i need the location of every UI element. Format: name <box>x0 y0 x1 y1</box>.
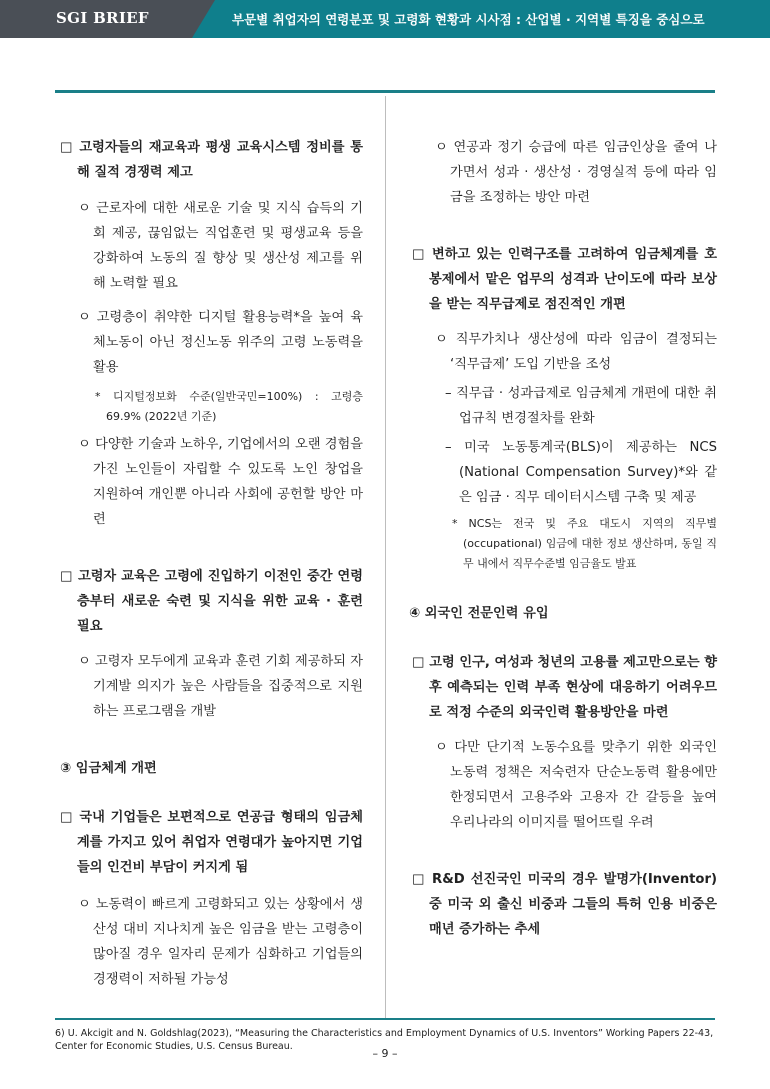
bullet-midage-education: □ 고령자 교육은 고령에 진입하기 이전인 중간 연령층부터 새로운 숙련 및 지식을 위한 교육 · 훈련 필요 <box>60 569 363 634</box>
bullet-seniority-wage: □ 국내 기업들은 보편적으로 연공급 형태의 임금체계를 가지고 있어 취업자 연령대가 높아지면 기업들의 인건비 부담이 커지게 됨 <box>60 810 363 875</box>
dash-rules: – 직무급 · 성과급제로 임금체계 개편에 대한 취업규칙 변경절차를 완화 <box>445 386 717 426</box>
bullet-inventors: □ R&D 선진국인 미국의 경우 발명가(Inventor) 중 미국 외 출신 비중과 그들의 특허 인용 비중은 매년 증가하는 추세 <box>412 872 717 937</box>
item-foreign-policy: ㅇ 다만 단기적 노동수요를 맞추기 위한 외국인 노동력 정책은 저숙련자 단순노동력 활용에만 한정되면서 고용주와 고용자 간 갈등을 높여 우리나라의 이미지를 떨어뜨릴 우려 <box>435 740 717 830</box>
item-program: ㅇ 고령자 모두에게 교육과 훈련 기회 제공하되 자기계발 의지가 높은 사람들을 집중적으로 지원하는 프로그램을 개발 <box>78 654 363 719</box>
right-column <box>409 135 717 942</box>
column-divider <box>385 96 386 1018</box>
page-header <box>0 0 770 38</box>
item-productivity: ㅇ 노동력이 빠르게 고령화되고 있는 상황에서 생산성 대비 지나치게 높은 임금을 받는 고령층이 많아질 경우 일자리 문제가 심화하고 기업들의 경쟁력이 저하될 가능성 <box>78 897 363 987</box>
item-wage-adjust: ㅇ 연공과 정기 승급에 따른 임금인상을 줄여 나가면서 성과 · 생산성 · 경영실적 등에 따라 임금을 조정하는 방안 마련 <box>435 140 717 205</box>
top-rule <box>55 90 715 93</box>
footnote: 6) U. Akcigit and N. Goldshlag(2023), “Measuring the Characteristics and Employment Dynamics of U.S. Inventors” Working Papers 22-43, Center for Economic Studies, U.S. Census Bureau. <box>55 1028 714 1052</box>
note-digital: * 디지털정보화 수준(일반국민=100%) : 고령층 69.9% (2022년 기준) <box>95 390 363 423</box>
item-training: ㅇ 근로자에 대한 새로운 기술 및 지식 습득의 기회 제공, 끊임없는 직업훈련 및 평생교육 등을 강화하여 노동의 질 향상 및 생산성 제고를 위해 노력할 필요 <box>78 201 363 291</box>
item-job-pay-base: ㅇ 직무가치나 생산성에 따라 임금이 결정되는 ‘직무급제’ 도입 기반을 조성 <box>435 332 717 372</box>
dash-ncs: – 미국 노동통계국(BLS)이 제공하는 NCS (National Compensation Survey)*와 같은 임금 · 직무 데이터시스템 구축 및 제공 <box>445 440 717 505</box>
note-ncs: * NCS는 전국 및 주요 대도시 지역의 직무별 (occupational) 임금에 대한 정보 생산하며, 동일 직무 내에서 직무수준별 임금율도 발표 <box>452 517 717 570</box>
item-digital: ㅇ 고령층이 취약한 디지털 활용능력*을 높여 육체노동이 아닌 정신노동 위주의 고령 노동력을 활용 <box>78 310 363 375</box>
header-title: 부문별 취업자의 연령분포 및 고령화 현황과 시사점 : 산업별 · 지역별 특징을 중심으로 <box>232 12 705 27</box>
brand-label: SGI BRIEF <box>56 9 149 27</box>
item-startup: ㅇ 다양한 기술과 노하우, 기업에서의 오랜 경험을 가진 노인들이 자립할 수 있도록 노인 창업을 지원하여 개인뿐 아니라 사회에 공헌할 방안 마련 <box>78 437 363 527</box>
bullet-job-based-pay: □ 변하고 있는 인력구조를 고려하여 임금체계를 호봉제에서 맡은 업무의 성격과 난이도에 따라 보상을 받는 직무급제로 점진적인 개편 <box>412 247 717 312</box>
bullet-reeducation: □ 고령자들의 재교육과 평생 교육시스템 정비를 통해 질적 경쟁력 제고 <box>60 140 363 180</box>
page-number: – 9 – <box>372 1047 398 1060</box>
bullet-foreign-workforce: □ 고령 인구, 여성과 청년의 고용률 제고만으로는 향후 예측되는 인력 부족 현상에 대응하기 어려우므로 적정 수준의 외국인력 활용방안을 마련 <box>412 655 717 720</box>
section-foreign-talent: ④ 외국인 전문인력 유입 <box>409 606 549 621</box>
section-wage-reform: ③ 임금체계 개편 <box>60 761 157 776</box>
bottom-rule <box>55 1018 715 1020</box>
left-column <box>60 135 363 992</box>
